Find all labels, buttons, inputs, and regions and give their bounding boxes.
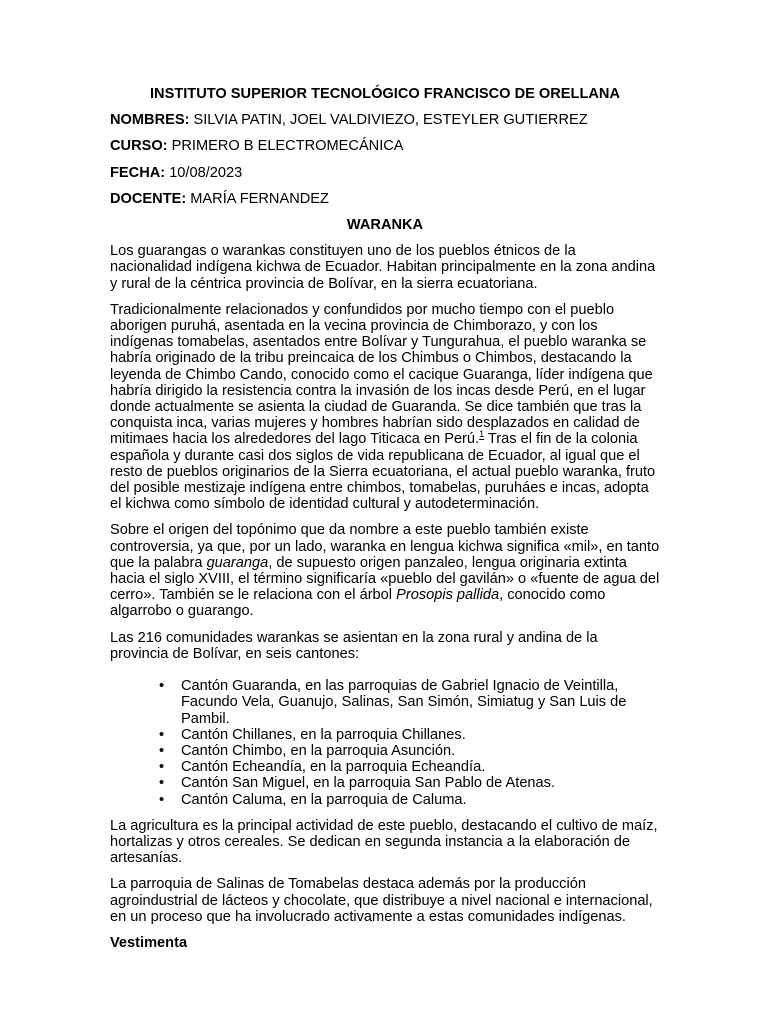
- meta-fecha: [110, 165, 660, 181]
- meta-value: SILVIA PATIN, JOEL VALDIVIEZO, ESTEYLER GUTIERREZ: [189, 112, 588, 129]
- list-item: [159, 678, 660, 727]
- bullet-icon: •: [159, 759, 165, 776]
- paragraph-history-part1: Tradicionalmente relacionados y confundidos por mucho tiempo con el pueblo aborigen puruhá, asentada en la vecina provincia de Chimborazo, y con los indígenas tomabelas, asentados entre Bolívar y Tungurahua, el pueblo waranka se habría originado de la tribu preincaica de los Chimbus o Chimbos, destacando la leyenda de Chimbo Cando, conocido como el cacique Guaranga, líder indígena que habría dirigido la resistencia contra la invasión de los incas desde Perú, en el lugar donde actualmente se asienta la ciudad de Guaranda. Se dice también que tras la conquista inca, varias mujeres y hombres habrían sido desplazados en calidad de mitimaes hacia los alrededores del lago Titicaca en Perú.: [110, 301, 653, 448]
- list-item-text: Cantón Echeandía, en la parroquia Echeandía.: [181, 759, 486, 776]
- bullet-icon: •: [159, 742, 165, 759]
- paragraph-toponym-part3: , conocido como algarrobo o guarango.: [110, 587, 606, 620]
- bullet-icon: •: [159, 678, 165, 695]
- list-item-text: Cantón San Miguel, en la parroquia San Pablo de Atenas.: [181, 775, 556, 792]
- term-guaranga: guaranga: [206, 554, 269, 571]
- paragraph-toponym-part1: Sobre el origen del topónimo que da nombre a este pueblo también existe controversia, ya que, por un lado, waranka en lengua kichwa significa «mil», en tanto que la palabra: [110, 522, 660, 571]
- list-item-text: Cantón Chillanes, en la parroquia Chillanes.: [181, 726, 466, 743]
- meta-value: MARÍA FERNANDEZ: [186, 190, 329, 207]
- paragraph-intro: Los guarangas o warankas constituyen uno de los pueblos étnicos de la nacionalidad indígena kichwa de Ecuador. Habitan principalmente en la zona andina y rural de la céntrica provincia de Bolívar, en la sierra ecuatoriana.: [110, 243, 656, 292]
- term-prosopis: Prosopis pallida: [396, 587, 500, 604]
- paragraph-salinas: La parroquia de Salinas de Tomabelas destaca además por la producción agroindustrial de lácteos y chocolate, que distribuye a nivel nacional e internacional, en un proceso que ha involucrado activamente a estas comunidades indígenas.: [110, 876, 653, 925]
- cantones-list: [110, 678, 660, 808]
- paragraph-history-part2: Tras el fin de la colonia española y durante casi dos siglos de vida republicana de Ecuador, al igual que el resto de pueblos originarios de la Sierra ecuatoriana, el actual pueblo waranka, fruto del posible mestizaje indígena entre chimbos, tomabelas, puruháes e incas, adopta el kichwa como símbolo de identidad cultural y autodeterminación.: [110, 431, 656, 513]
- paragraph-agriculture: La agricultura es la principal actividad de este pueblo, destacando el cultivo de maíz, hortalizas y otros cereales. Se dedican en segunda instancia a la elaboración de artesanías.: [110, 817, 658, 867]
- meta-nombres: [110, 112, 660, 128]
- meta-label: CURSO:: [110, 138, 168, 155]
- list-item-text: Cantón Chimbo, en la parroquia Asunción.: [181, 742, 456, 759]
- list-item: [159, 742, 660, 759]
- bullet-icon: •: [159, 775, 165, 792]
- list-item: [159, 791, 660, 808]
- meta-label: FECHA:: [110, 164, 166, 181]
- section-title: WARANKA: [346, 217, 424, 234]
- list-item-text: Cantón Guaranda, en las parroquias de Gabriel Ignacio de Veintilla, Facundo Vela, Guanujo, Salinas, San Simón, Simiatug y San Luis de Pambil.: [181, 678, 627, 727]
- list-item: [159, 726, 660, 743]
- paragraph-communities: Las 216 comunidades warankas se asientan en la zona rural y andina de la provincia de Bolívar, en seis cantones:: [110, 629, 598, 662]
- bullet-icon: •: [159, 791, 165, 808]
- meta-label: NOMBRES:: [110, 112, 190, 129]
- list-item-text: Cantón Caluma, en la parroquia de Caluma.: [181, 791, 467, 808]
- meta-docente: [110, 191, 660, 207]
- institution-title: INSTITUTO SUPERIOR TECNOLÓGICO FRANCISCO DE ORELLANA: [150, 86, 620, 102]
- paragraph-history: [110, 302, 660, 513]
- list-item: [159, 775, 660, 792]
- meta-curso: [110, 138, 660, 154]
- bullet-icon: •: [159, 726, 165, 743]
- meta-label: DOCENTE:: [110, 190, 187, 207]
- footnote-link[interactable]: 1: [479, 429, 485, 440]
- meta-value: PRIMERO B ELECTROMECÁNICA: [167, 138, 404, 155]
- list-item: [159, 759, 660, 776]
- paragraph-toponym-part2: , de supuesto origen panzaleo, lengua originaria extinta hacia el siglo XVIII, el término significaría «pueblo del gavilán» o «fuente de agua del cerro». También se le relaciona con el árbol: [110, 554, 660, 604]
- paragraph-toponym: [110, 522, 660, 619]
- subheading-vestimenta: Vestimenta: [110, 934, 188, 951]
- meta-value: 10/08/2023: [165, 164, 243, 181]
